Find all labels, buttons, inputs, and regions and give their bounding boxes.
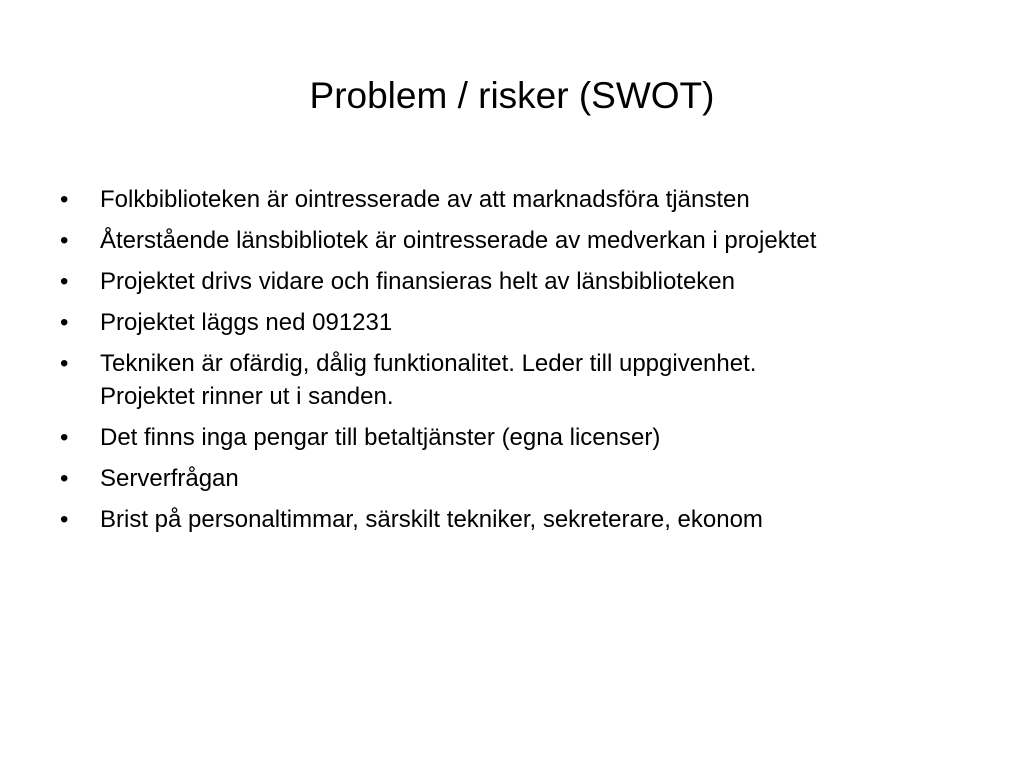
bullet-text: Tekniken är ofärdig, dålig funktionalitet. Leder till uppgivenhet. Projektet rinner ut i sanden. <box>100 350 757 410</box>
bullet-text: Projektet drivs vidare och finansieras helt av länsbiblioteken <box>100 268 736 295</box>
bullet-marker: • <box>60 309 69 336</box>
bullet-list <box>60 183 1000 544</box>
bullet-marker: • <box>60 506 69 533</box>
bullet-text: Det finns inga pengar till betaltjänster (egna licenser) <box>100 424 661 451</box>
bullet-text: Projektet läggs ned 091231 <box>100 309 393 336</box>
bullet-item <box>60 347 1000 413</box>
bullet-text: Serverfrågan <box>100 465 239 492</box>
bullet-item <box>60 421 1000 454</box>
bullet-item <box>60 265 1000 298</box>
bullet-text: Återstående länsbibliotek är ointresserade av medverkan i projektet <box>100 227 817 254</box>
bullet-marker: • <box>60 227 69 254</box>
bullet-item <box>60 224 1000 257</box>
slide-title: Problem / risker (SWOT) <box>309 75 715 116</box>
bullet-marker: • <box>60 424 69 451</box>
bullet-item <box>60 183 1000 216</box>
bullet-text: Folkbiblioteken är ointresserade av att marknadsföra tjänsten <box>100 186 750 213</box>
bullet-marker: • <box>60 350 69 377</box>
bullet-item <box>60 462 1000 495</box>
bullet-text: Brist på personaltimmar, särskilt tekniker, sekreterare, ekonom <box>100 506 763 533</box>
bullet-marker: • <box>60 186 69 213</box>
bullet-item <box>60 306 1000 339</box>
bullet-marker: • <box>60 465 69 492</box>
bullet-item <box>60 503 1000 536</box>
bullet-marker: • <box>60 268 69 295</box>
